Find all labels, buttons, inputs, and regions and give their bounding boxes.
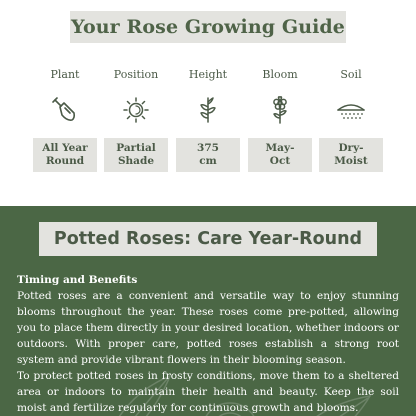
guide-title-box <box>70 11 346 43</box>
attr-soil <box>319 68 383 126</box>
attr-height-value: 375 cm <box>176 138 240 172</box>
flower-icon <box>264 94 296 126</box>
attr-bloom <box>248 68 312 126</box>
shovel-icon <box>49 94 81 126</box>
care-title: Potted Roses: Care Year-Round <box>53 229 363 249</box>
attr-plant-label: Plant <box>50 68 80 81</box>
attr-plant-value: All Year Round <box>33 138 97 172</box>
attr-soil-label: Soil <box>340 68 362 81</box>
partial-sun-icon <box>120 94 152 126</box>
guide-title: Your Rose Growing Guide <box>70 16 345 38</box>
care-paragraph-1: Potted roses are a convenient and versatile way to enjoy stunning blooms throughout the year. These roses come pre-potted, allowing you to place them directly in your desired location, whether indoors or outdoors. With proper care, potted roses establish a strong root system and provide vibrant flowers in their blooming season. <box>17 290 399 366</box>
attr-position-label: Position <box>113 68 159 81</box>
care-heading: Timing and Benefits <box>17 274 138 286</box>
soil-icon <box>335 94 367 126</box>
care-paragraph-2: To protect potted roses in frosty conditions, move them to a sheltered area or indoors to maintain their health and beauty. Keep the soil moist and fertilize regularly for continuous growth and blooms. <box>17 370 399 414</box>
guide-section <box>0 0 416 206</box>
attr-soil-value: Dry- Moist <box>319 138 383 172</box>
attr-position-value: Partial Shade <box>104 138 168 172</box>
attr-bloom-value: May- Oct <box>248 138 312 172</box>
attr-plant <box>33 68 97 126</box>
attr-height <box>176 68 240 126</box>
attr-position <box>104 68 168 126</box>
attr-height-label: Height <box>188 68 228 81</box>
care-title-box <box>39 222 377 256</box>
plant-sprout-icon <box>192 94 224 126</box>
attr-bloom-label: Bloom <box>262 68 298 81</box>
care-text <box>17 272 399 416</box>
